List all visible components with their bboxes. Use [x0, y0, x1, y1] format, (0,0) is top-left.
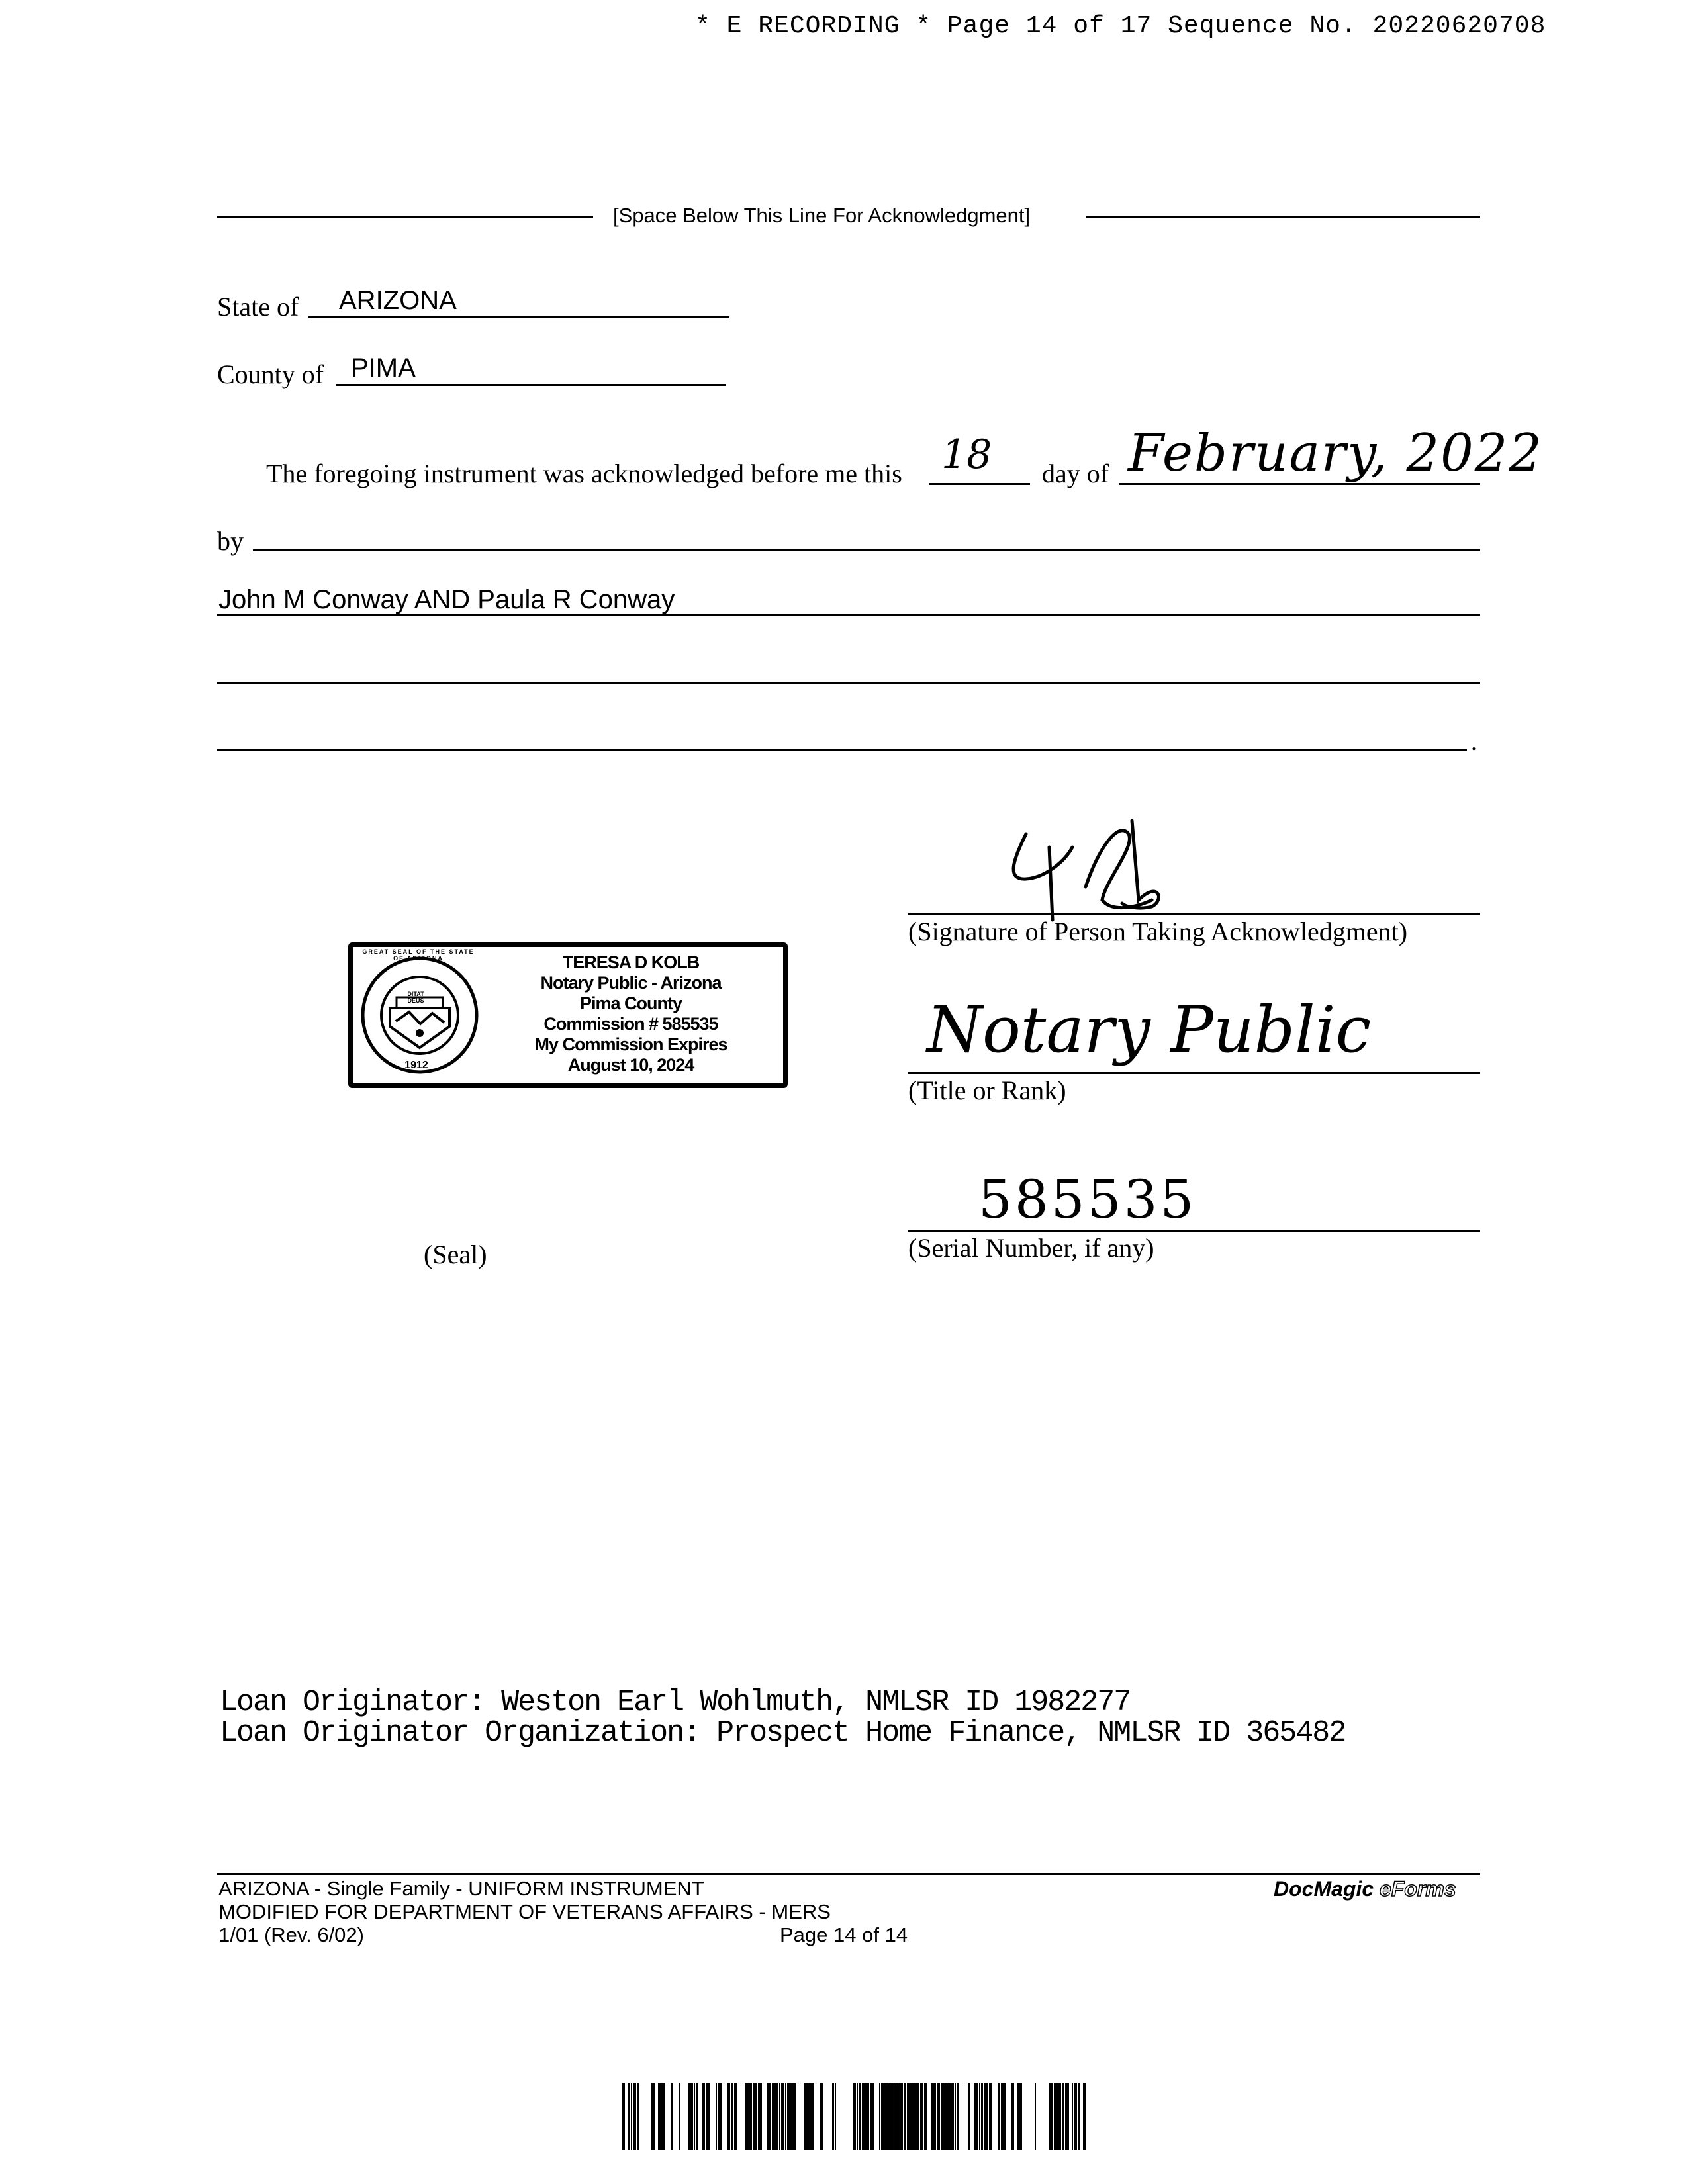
barcode-bar [787, 2083, 790, 2150]
stamp-name: TERESA D KOLB [562, 952, 700, 972]
barcode-bar [998, 2083, 1000, 2150]
barcode-bar [804, 2083, 808, 2150]
stamp-commission: Commission # 585535 [543, 1014, 718, 1034]
barcode-bar [898, 2083, 903, 2150]
barcode-bar [888, 2083, 892, 2150]
barcode-bar [835, 2083, 836, 2150]
foregoing-text: The foregoing instrument was acknowledged before me this [266, 459, 902, 488]
barcode-bar [981, 2083, 983, 2150]
barcode-bar [628, 2083, 630, 2150]
barcode-bar [734, 2083, 737, 2150]
arizona-seal-icon [359, 955, 480, 1075]
barcode-bar [1072, 2083, 1073, 2150]
signers-names: John M Conway AND Paula R Conway [218, 585, 675, 614]
barcode-bar [772, 2083, 776, 2150]
barcode-bar [718, 2083, 722, 2150]
county-label: County of [217, 359, 324, 389]
barcode-bar [663, 2083, 665, 2150]
barcode-bar [931, 2083, 936, 2150]
barcode-bar [696, 2083, 698, 2150]
barcode-bar [862, 2083, 865, 2150]
barcode-bar [622, 2083, 625, 2150]
barcode-bar [679, 2083, 680, 2150]
barcode-bar [955, 2083, 956, 2150]
blank-line-period: . [1471, 729, 1477, 755]
barcode-bar [892, 2083, 894, 2150]
signature-line [908, 913, 1480, 915]
barcode-bar [881, 2083, 884, 2150]
notary-stamp [348, 942, 788, 1088]
barcode-bar [769, 2083, 771, 2150]
barcode-bar [1001, 2083, 1006, 2150]
recording-header: * E RECORDING * Page 14 of 17 Sequence No. 20220620708 [695, 12, 1546, 40]
barcode-bar [920, 2083, 923, 2150]
footer-line1: ARIZONA - Single Family - UNIFORM INSTRUMENT [218, 1877, 704, 1900]
barcode-bar [974, 2083, 978, 2150]
barcode-bar [957, 2083, 959, 2150]
signature-caption: (Signature of Person Taking Acknowledgment) [908, 917, 1408, 946]
serial-line [908, 1230, 1480, 1232]
date-value: February, 2022 [1128, 424, 1544, 483]
serial-caption: (Serial Number, if any) [908, 1233, 1154, 1263]
barcode-bar [1035, 2083, 1036, 2150]
seal-text: GREAT SEAL OF THE STATE OF ARIZONA [362, 948, 475, 962]
state-value: ARIZONA [339, 286, 457, 315]
seal-caption: (Seal) [424, 1240, 487, 1269]
docmagic-logo [1274, 1877, 1456, 1901]
barcode-bar [1017, 2083, 1019, 2150]
barcode-bar [879, 2083, 880, 2150]
barcode-bar [808, 2083, 812, 2150]
barcode-bar [884, 2083, 888, 2150]
barcode-bar [984, 2083, 986, 2150]
barcode-bar [968, 2083, 970, 2150]
footer-page-number: Page 14 of 14 [780, 1923, 908, 1946]
barcode-bar [1019, 2083, 1022, 2150]
stamp-title: Notary Public - Arizona [540, 973, 722, 993]
blank-line-2 [217, 749, 1467, 751]
barcode-bar [794, 2083, 796, 2150]
divider-right [1086, 216, 1480, 218]
by-underline [253, 549, 1480, 551]
seal-motto: DITAT DEUS [407, 991, 424, 1004]
day-of-label: day of [1042, 459, 1109, 488]
barcode-bar [637, 2083, 639, 2150]
barcode-bar [690, 2083, 693, 2150]
barcode-bar [820, 2083, 823, 2150]
blank-line-1 [217, 682, 1480, 684]
barcode-bar [857, 2083, 858, 2150]
barcode-bar [989, 2083, 992, 2150]
by-label: by [217, 526, 244, 556]
barcode-bar [779, 2083, 780, 2150]
stamp-expires-label: My Commission Expires [534, 1034, 727, 1054]
barcode-bar [941, 2083, 945, 2150]
barcode-bar [706, 2083, 710, 2150]
barcode-bar [785, 2083, 786, 2150]
barcode-bar [945, 2083, 949, 2150]
barcode-bar [1083, 2083, 1086, 2150]
barcode-bar [1011, 2083, 1014, 2150]
stamp-text [505, 952, 757, 1075]
barcode-bar [658, 2083, 663, 2150]
serial-value: 585535 [978, 1169, 1197, 1230]
barcode-bar [631, 2083, 632, 2150]
docmagic-brand: DocMagic [1274, 1877, 1374, 1901]
title-value: Notary Public [927, 993, 1372, 1067]
loan-originator-organization: Loan Originator Organization: Prospect Home Finance, NMLSR ID 365482 [220, 1716, 1346, 1750]
barcode-bar [949, 2083, 954, 2150]
barcode-bar [986, 2083, 988, 2150]
docmagic-eforms: eForms [1380, 1877, 1456, 1901]
barcode-bar [727, 2083, 730, 2150]
date-underline [1119, 483, 1480, 485]
barcode-bar [671, 2083, 673, 2150]
barcode-bar [745, 2083, 747, 2150]
title-caption: (Title or Rank) [908, 1075, 1066, 1105]
loan-originator: Loan Originator: Weston Earl Wohlmuth, NMLSR ID 1982277 [220, 1686, 1131, 1719]
barcode-bar [894, 2083, 898, 2150]
barcode-bar [853, 2083, 856, 2150]
barcode-bar [1078, 2083, 1080, 2150]
barcode-bar [747, 2083, 752, 2150]
barcode-bar [865, 2083, 869, 2150]
barcode-bar [1062, 2083, 1064, 2150]
title-line [908, 1072, 1480, 1074]
barcode-bar [731, 2083, 733, 2150]
county-value: PIMA [351, 353, 416, 383]
barcode-bar [753, 2083, 757, 2150]
footer-form-info [218, 1877, 831, 1946]
stamp-expires-date: August 10, 2024 [567, 1055, 694, 1075]
barcode [622, 2083, 1086, 2150]
notary-signature [986, 807, 1185, 927]
barcode-bar [716, 2083, 717, 2150]
signers-underline [217, 614, 1480, 616]
barcode-bar [790, 2083, 794, 2150]
day-underline [929, 483, 1030, 485]
barcode-bar [979, 2083, 980, 2150]
barcode-bar [688, 2083, 690, 2150]
barcode-bar [907, 2083, 912, 2150]
barcode-bar [870, 2083, 872, 2150]
barcode-bar [872, 2083, 874, 2150]
barcode-bar [767, 2083, 769, 2150]
barcode-bar [1065, 2083, 1069, 2150]
acknowledgment-divider-label: [Space Below This Line For Acknowledgment] [613, 204, 1031, 227]
barcode-bar [904, 2083, 906, 2150]
barcode-bar [651, 2083, 655, 2150]
barcode-bar [1049, 2083, 1053, 2150]
barcode-bar [924, 2083, 927, 2150]
footer-line3: 1/01 (Rev. 6/02) [218, 1923, 364, 1946]
county-underline [336, 384, 726, 386]
barcode-bar [832, 2083, 834, 2150]
barcode-bar [1054, 2083, 1056, 2150]
state-label: State of [217, 292, 299, 322]
seal-year: 1912 [404, 1060, 428, 1071]
divider-left [217, 216, 593, 218]
barcode-bar [1056, 2083, 1061, 2150]
barcode-bar [702, 2083, 705, 2150]
stamp-county: Pima County [579, 993, 682, 1013]
barcode-bar [859, 2083, 861, 2150]
barcode-bar [915, 2083, 919, 2150]
barcode-bar [694, 2083, 695, 2150]
footer-rule [217, 1873, 1480, 1875]
originator-info [220, 1688, 1345, 1749]
barcode-bar [1074, 2083, 1077, 2150]
barcode-bar [633, 2083, 636, 2150]
barcode-bar [781, 2083, 784, 2150]
barcode-bar [758, 2083, 762, 2150]
barcode-bar [776, 2083, 778, 2150]
barcode-bar [912, 2083, 915, 2150]
footer-line2: MODIFIED FOR DEPARTMENT OF VETERANS AFFAIRS - MERS [218, 1900, 831, 1923]
day-value: 18 [941, 432, 992, 478]
barcode-bar [812, 2083, 814, 2150]
state-underline [308, 316, 729, 318]
barcode-bar [937, 2083, 940, 2150]
